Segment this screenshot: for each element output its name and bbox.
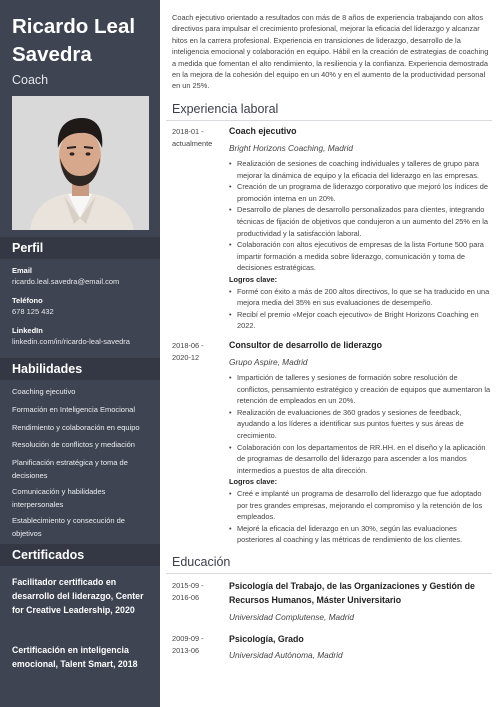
phone-label: Teléfono bbox=[12, 296, 43, 305]
achievements-label: Logros clave: bbox=[229, 274, 278, 284]
email-block bbox=[12, 265, 157, 287]
job-bullet: • Colaboración con altos ejecutivos de empresas de la lista Fortune 500 para impartir formación a medida sobre liderazgo, comunicación y toma de decisiones estratégicas. bbox=[229, 239, 491, 274]
candidate-role: Coach bbox=[12, 73, 49, 87]
achievement-bullet: • Creé e implanté un programa de desarrollo del liderazgo que fue adoptado por tres grandes empresas, mejorando el compromiso y la retención de los empleados. bbox=[229, 488, 491, 523]
skill-item: Rendimiento y colaboración en equipo bbox=[12, 423, 140, 432]
job-title: Consultor de desarrollo de liderazgo bbox=[229, 340, 382, 350]
education-date: 2015-09 - 2016-06 bbox=[172, 581, 204, 602]
certificate-item: Facilitador certificado en desarrollo del liderazgo, Center for Creative Leadership, 2020 bbox=[12, 577, 144, 615]
job-bullet: • Impartición de talleres y sesiones de formación sobre resolución de conflictos, pensamiento estratégico y creación de equipos que aumentaron la retención de empleados en un 20%. bbox=[229, 372, 491, 407]
phone-value[interactable]: 678 125 432 bbox=[12, 307, 54, 316]
sidebar bbox=[0, 0, 160, 707]
linkedin-value[interactable]: linkedin.com/in/ricardo-leal-savedra bbox=[12, 337, 130, 346]
job-bullet: • Colaboración con los departamentos de RR.HH. en el diseño y la aplicación de programas de desarrollo del liderazgo para ascender a los mandos intermedios a puestos de alta dirección. bbox=[229, 442, 491, 477]
skill-item: Resolución de conflictos y mediación bbox=[12, 440, 135, 449]
skill-item: Planificación estratégica y toma de decisiones bbox=[12, 458, 128, 480]
skill-item: Establecimiento y consecución de objetivos bbox=[12, 516, 125, 538]
section-divider bbox=[166, 120, 492, 121]
job-title: Coach ejecutivo bbox=[229, 126, 297, 136]
job-date: 2018-06 - 2020-12 bbox=[172, 341, 204, 362]
certificate-item: Certificación en inteligencia emocional, Talent Smart, 2018 bbox=[12, 645, 138, 669]
achievements-label: Logros clave: bbox=[229, 477, 278, 487]
profile-heading: Perfil bbox=[0, 237, 160, 259]
job-bullet: • Realización de evaluaciones de 360 grados y sesiones de feedback, ayudando a los líderes a identificar sus puntos fuertes y sus áreas de crecimiento. bbox=[229, 407, 491, 442]
job-company: Grupo Aspire, Madrid bbox=[229, 357, 308, 367]
job-bullet: • Desarrollo de planes de desarrollo personalizados para clientes, integrando técnicas de fijación de objetivos que condujeron a un aumento del 25% en la productividad y la satisfacción laboral. bbox=[229, 204, 491, 239]
email-label: Email bbox=[12, 266, 33, 275]
skill-item: Coaching ejecutivo bbox=[12, 387, 76, 396]
job-bullets bbox=[229, 372, 491, 546]
job-company: Bright Horizons Coaching, Madrid bbox=[229, 143, 354, 153]
profile-photo bbox=[12, 96, 149, 230]
job-bullet: • Realización de sesiones de coaching individuales y talleres de grupo para mejorar la dinámica de equipo y la eficacia del liderazgo en las empresas. bbox=[229, 158, 491, 181]
education-school: Universidad Autónoma, Madrid bbox=[229, 650, 343, 660]
education-heading: Educación bbox=[172, 555, 231, 569]
education-school: Universidad Complutense, Madrid bbox=[229, 612, 354, 622]
achievement-bullet: • Mejoré la eficacia del liderazgo en un 30%, según las evaluaciones posteriores al coaching y las métricas de rendimiento de los clientes. bbox=[229, 523, 491, 546]
achievement-bullet: • Formé con éxito a más de 200 altos directivos, lo que se ha traducido en una mejora media del 35% en sus evaluaciones de desempeño. bbox=[229, 286, 491, 309]
job-date: 2018-01 - actualmente bbox=[172, 127, 213, 148]
skill-item: Comunicación y habilidades interpersonales bbox=[12, 487, 106, 509]
job-bullets bbox=[229, 158, 491, 332]
skill-item: Formación en Inteligencia Emocional bbox=[12, 405, 135, 414]
education-title: Psicología del Trabajo, de las Organizaciones y Gestión de Recursos Humanos, Máster Universitario bbox=[229, 581, 475, 605]
phone-block bbox=[12, 295, 157, 317]
job-bullet: • Creación de un programa de liderazgo corporativo que mejoró los índices de promoción interna en un 20%. bbox=[229, 181, 491, 204]
professional-summary: Coach ejecutivo orientado a resultados con más de 8 años de experiencia trabajando con altos directivos para impulsar el crecimiento profesional, mejorar la eficacia del liderazgo y alcanzar hitos en la carrera profesional. Experiencia en transiciones de liderazgo, desarrollo de la inteligencia emocional y colaboración en equipo. Hábil en la creación de estrategias de coaching a medida que fomentan el alto rendimiento, la resiliencia y la confianza. Experiencia demostrada en la mejora de la cohesión del equipo en un 40% y en el aumento de la productividad personal en un 25%. bbox=[172, 13, 489, 91]
certificates-heading: Certificados bbox=[0, 544, 160, 566]
education-title: Psicología, Grado bbox=[229, 634, 304, 644]
experience-heading: Experiencia laboral bbox=[172, 102, 279, 116]
section-divider bbox=[166, 573, 492, 574]
achievement-bullet: • Recibí el premio «Mejor coach ejecutivo» de Bright Horizons Coaching en 2022. bbox=[229, 309, 491, 332]
education-date: 2009-09 - 2013-06 bbox=[172, 634, 204, 655]
linkedin-block bbox=[12, 325, 157, 347]
portrait-illustration bbox=[12, 96, 149, 230]
candidate-name: Ricardo Leal Savedra bbox=[12, 15, 136, 66]
linkedin-label: LinkedIn bbox=[12, 326, 43, 335]
skills-heading: Habilidades bbox=[0, 358, 160, 380]
email-value[interactable]: ricardo.leal.savedra@email.com bbox=[12, 277, 120, 286]
